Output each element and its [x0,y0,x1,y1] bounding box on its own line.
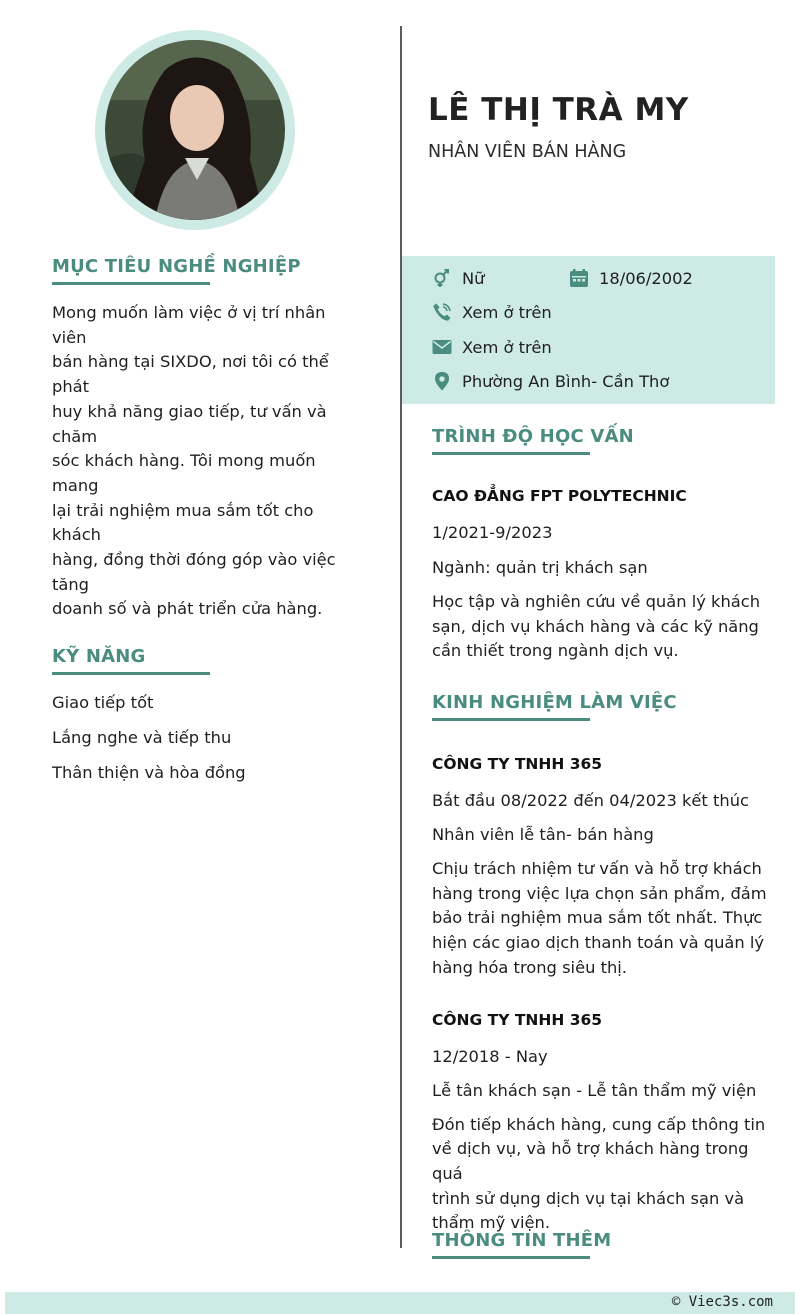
job-desc-line: Đón tiếp khách hàng, cung cấp thông tin [432,1114,766,1134]
job-role: Lễ tân khách sạn - Lễ tân thẩm mỹ viện [432,1080,757,1100]
job-title: NHÂN VIÊN BÁN HÀNG [428,142,627,162]
objective-heading: MỤC TIÊU NGHỀ NGHIỆP [52,256,352,281]
avatar-photo [105,40,285,220]
job-period: 12/2018 - Nay [432,1046,548,1066]
left-column [52,256,352,798]
candidate-name: LÊ THỊ TRÀ MY [428,92,689,128]
skill-item: Lắng nghe và tiếp thu [52,728,232,748]
experience-section [432,692,772,1236]
job-company: CÔNG TY TNHH 365 [432,755,603,773]
phone-value[interactable]: Xem ở trên [462,302,552,322]
education-major: Ngành: quản trị khách sạn [432,558,648,577]
job-company: CÔNG TY TNHH 365 [432,1010,603,1029]
education-period: 1/2021-9/2023 [432,523,553,542]
gender-value: Nữ [462,268,485,288]
phone-icon [432,302,452,322]
job-desc-line: về dịch vụ, và hỗ trợ khách hàng trong quá [432,1139,749,1183]
column-divider [400,26,402,1248]
avatar [105,40,285,220]
objective-text [52,301,352,622]
education-desc-line: cần thiết trong ngành dịch vụ. [432,641,679,661]
objective-line: Mong muốn làm việc ở vị trí nhân viên [52,303,326,347]
skill-item: Thân thiện và hòa đồng [52,763,246,783]
job-role: Nhân viên lễ tân- bán hàng [432,825,654,844]
job-desc-line: trình sử dụng dịch vụ tại khách sạn và [432,1188,745,1208]
contact-address [432,371,669,391]
birthday-value: 18/06/2002 [599,268,693,288]
objective-line: huy khả năng giao tiếp, tư vấn và chăm [52,401,327,446]
education-desc-line: Học tập và nghiên cứu về quản lý khách [432,592,761,611]
footer-bar [5,1292,795,1314]
skill-item: Giao tiếp tốt [52,693,154,713]
calendar-icon [569,268,589,288]
location-pin-icon [432,371,452,391]
footer-copyright[interactable]: © Viec3s.com [671,1294,773,1310]
job-entry [432,755,772,981]
extra-heading: THÔNG TIN THÊM [432,1230,772,1255]
education-section [432,426,772,664]
job-desc-line: Chịu trách nhiệm tư vấn và hỗ trợ khách [432,859,762,878]
objective-line: hàng, đồng thời đóng góp vào việc tăng [52,550,336,594]
job-desc-line: thẩm mỹ viện. [432,1213,551,1233]
contact-gender [432,268,485,288]
education-school: CAO ĐẲNG FPT POLYTECHNIC [432,487,687,505]
experience-heading: KINH NGHIỆM LÀM VIỆC [432,692,772,717]
objective-line: bán hàng tại SIXDO, nơi tôi có thể phát [52,352,329,397]
mail-icon [432,337,452,357]
contact-birthday [569,268,693,288]
job-desc-line: hiện các giao dịch thanh toán và quản lý [432,933,765,953]
email-value[interactable]: Xem ở trên [462,337,552,357]
extra-section [432,1230,772,1255]
gender-icon [432,268,452,288]
job-entry [432,1011,772,1237]
job-desc-line: hàng trong việc lựa chọn sản phẩm, đảm [432,883,767,903]
skills-heading: KỸ NĂNG [52,646,352,671]
address-value: Phường An Bình- Cần Thơ [462,371,670,391]
contact-email [432,337,552,357]
education-heading: TRÌNH ĐỘ HỌC VẤN [432,426,772,451]
job-desc-line: bảo trải nghiệm mua sắm tốt nhất. Thực [432,908,763,928]
objective-line: sóc khách hàng. Tôi mong muốn mang [52,451,316,495]
job-period: Bắt đầu 08/2022 đến 04/2023 kết thúc [432,791,749,810]
education-desc-line: sạn, dịch vụ khách hàng và các kỹ năng [432,616,759,636]
objective-line: lại trải nghiệm mua sắm tốt cho khách [52,500,314,545]
job-desc-line: hàng hóa trong siêu thị. [432,957,627,977]
contact-phone [432,302,552,322]
objective-line: doanh số và phát triển cửa hàng. [52,599,323,619]
